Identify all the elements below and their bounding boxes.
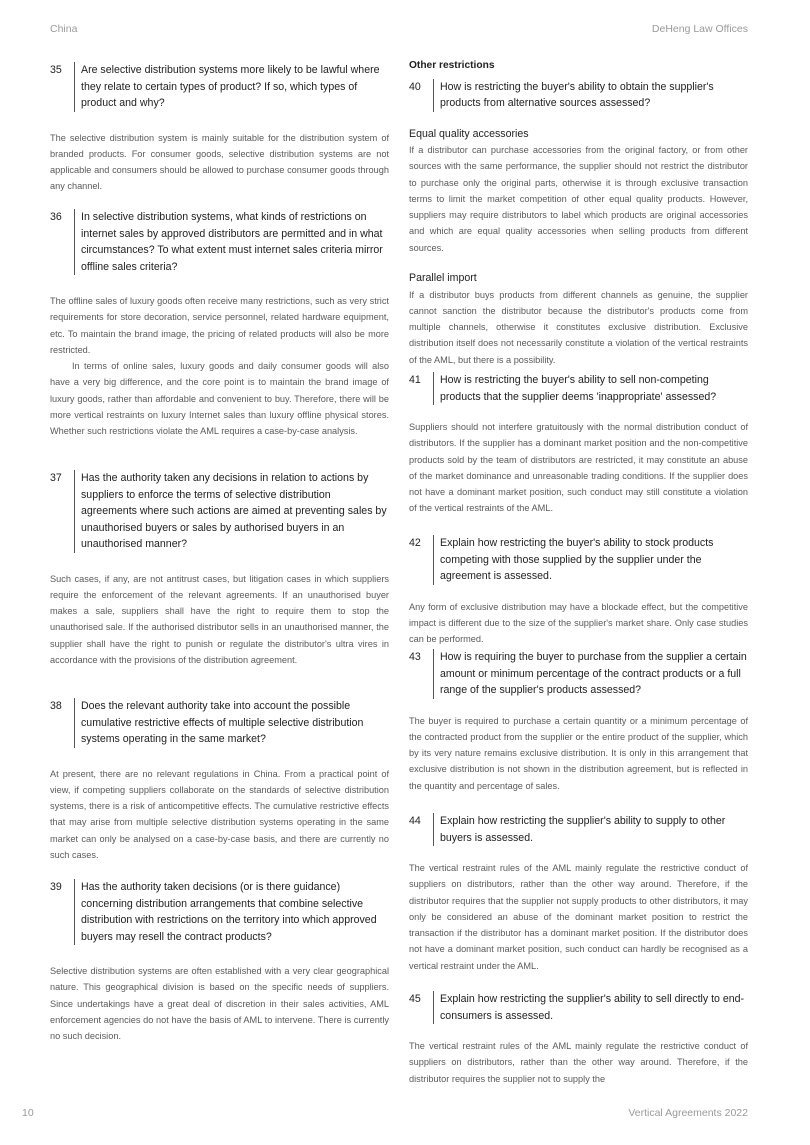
answer-text: Any form of exclusive distribution may have a blockade effect, but the competitive impact is different due to the size of the supplier's market share. Only case studies can be performed. (409, 601, 748, 645)
answer-text: The offline sales of luxury goods often receive many restrictions, such as very strict requirements for store decoration, service personnel, related hardware equipment, etc. To maintain the brand image, the pricing of related products will also be more restricted. (50, 296, 389, 355)
running-header-firm: DeHeng Law Offices (651, 23, 748, 35)
answer-text: Suppliers should not interfere gratuitously with the normal distribution conduct of distributors. If the supplier has a dominant market position and the non-competitive products sold by the team of distributors are restricted, it may constitute an abuse of the market dominance and unreasonable trading conditions. If the supplier does not have a dominant market position, such conduct may still constitute a violation of the vertical restraints of the AML. (409, 422, 748, 514)
answer-text: Selective distribution systems are often established with a very clear geographical nature. This geographical division is based on the specific needs of suppliers. Since undertakings have a great deal of discretion in their sales activities, AML enforcement agencies do not have the basis of AML to intervene. There is currently no such decision. (50, 966, 389, 1042)
question-37 (50, 470, 389, 668)
question-38 (50, 698, 389, 863)
question-text: Explain how restricting the supplier's ability to sell directly to end-consumers is assessed. (433, 991, 748, 1024)
question-text: Explain how restricting the supplier's ability to supply to other buyers is assessed. (433, 813, 748, 846)
question-number: 41 (409, 374, 421, 386)
question-text: How is requiring the buyer to purchase from the supplier a certain amount or minimum percentage of the contract products or a full range of the supplier's products assessed? (433, 649, 748, 699)
body-text: If a distributor buys products from different channels as genuine, the supplier cannot sanction the distributor because the distributor's products come from multiple channels, otherwise it constitutes exclusive distribution. Exclusive distribution itself does not necessarily constitute a violation of the vertical restraints of the AML, but there is a possibility. (409, 289, 748, 365)
answer-text: In terms of online sales, luxury goods and daily consumer goods will also have a very big difference, and the core point is to maintain the brand image of luxury goods, rather than affordable and convenient to buy. Therefore, there will be more vertical restraints on luxury Internet sales than luxury offline physical stores. Whether such restrictions violate the AML requires a case-by-case analysis. (50, 361, 389, 437)
question-39 (50, 879, 389, 1044)
question-text: How is restricting the buyer's ability to obtain the supplier's products from alternative sources assessed? (433, 79, 748, 112)
question-44 (409, 813, 748, 974)
question-number: 45 (409, 993, 421, 1005)
question-42 (409, 535, 748, 647)
question-41 (409, 372, 748, 517)
answer-text: Such cases, if any, are not antitrust cases, but litigation cases in which suppliers require the enforcement of the relevant agreements. If an unauthorised buyer makes a sale, suppliers shall have the right to require them to stop the unauthorised sale. If the authorised distributor sells in an unauthorised manner, the supplier shall have the right to punish or regulate the distributor's ultra vires in accordance with the provisions of the distribution agreement. (50, 573, 389, 665)
answer-text: The vertical restraint rules of the AML mainly regulate the restrictive conduct of suppliers on distributors, rather than the other way around. Therefore, if the distributor requires that the supplier not supply products to other distributors, it may only be considered an abuse of the dominant market position to restrict the transaction if the distributor has a dominant market position. If the distributor does not have a dominant market position, such conduct can hardly be recognised as a vertical restraint under the AML. (409, 863, 748, 971)
running-header-country: China (50, 23, 78, 35)
page-number: 10 (22, 1107, 34, 1119)
question-text: In selective distribution systems, what kinds of restrictions on internet sales by approved distributors are permitted and in what circumstances? To what extent must internet sales criteria mirror offline sales criteria? (74, 209, 389, 275)
question-number: 40 (409, 80, 421, 93)
question-number: 42 (409, 537, 421, 549)
other-restrictions-section (409, 58, 748, 368)
question-number: 36 (50, 211, 62, 223)
body-text: If a distributor can purchase accessories from the original factory, or from other sources with the same performance, the supplier should not restrict the distributor to purchase only the original parts, otherwise it is through exclusive transaction terms to limit the market competition of other equal quality products. However, suppliers may require distributors to label which products are original accessories and which are equal quality accessories when selling products from different sources. (409, 145, 748, 253)
subheading: Equal quality accessories (409, 127, 529, 140)
question-35 (50, 62, 389, 195)
subheading: Parallel import (409, 272, 477, 285)
question-number: 39 (50, 881, 62, 893)
question-text: Are selective distribution systems more likely to be lawful where they relate to certain types of product? If so, which types of product and why? (74, 62, 389, 112)
question-text: Does the relevant authority take into account the possible cumulative restrictive effects of multiple selective distribution systems operating in the same market? (74, 698, 389, 748)
question-45 (409, 991, 748, 1087)
question-text: How is restricting the buyer's ability to sell non-competing products that the supplier deems 'inappropriate' assessed? (433, 372, 748, 405)
question-number: 35 (50, 64, 62, 76)
question-43 (409, 649, 748, 794)
question-number: 37 (50, 472, 62, 484)
question-text: Explain how restricting the buyer's ability to stock products competing with those supplied by the supplier under the agreement is assessed. (433, 535, 748, 585)
question-number: 38 (50, 700, 62, 712)
answer-text: The vertical restraint rules of the AML mainly regulate the restrictive conduct of suppliers on distributors, rather than the other way around. Therefore, if the distributor requires the supplier not to supply the (409, 1041, 748, 1084)
answer-text: At present, there are no relevant regulations in China. From a practical point of view, if competing suppliers collaborate on the standards of selective distribution systems, there is a risk of anticompetitive effects. The cumulative restrictive effects that may arise from multiple selective distribution systems operating in the same market can only be analysed on a case-by-case basis, and there are currently no such cases. (50, 768, 389, 860)
question-text: Has the authority taken decisions (or is there guidance) concerning distribution arrangements that combine selective distribution with restrictions on the territory into which approved buyers may resell the contract products? (74, 879, 389, 945)
publication-title: Vertical Agreements 2022 (628, 1107, 748, 1119)
question-number: 43 (409, 651, 421, 663)
section-heading: Other restrictions (409, 60, 495, 71)
answer-text: The buyer is required to purchase a certain quantity or a minimum percentage of the contracted product from the supplier or the entire product of the supplier, which by its very nature remains exclusive distribution. It is only in this arrangement that exclusive distribution is not shown in the distribution agreement, but is reflected in the quantity and percentage of sales. (409, 715, 748, 791)
question-text: Has the authority taken any decisions in relation to actions by suppliers to enforce the terms of selective distribution agreements where such actions are aimed at preventing sales by unauthorised buyers or sales by authorised buyers in an unauthorised manner? (74, 470, 389, 553)
question-36 (50, 209, 389, 440)
question-number: 44 (409, 815, 421, 827)
answer-text: The selective distribution system is mainly suitable for the distribution system of branded products. For consumer goods, selective distribution systems are not applicable and consumers should be allowed to purchase consumer goods through any channel. (50, 132, 389, 192)
